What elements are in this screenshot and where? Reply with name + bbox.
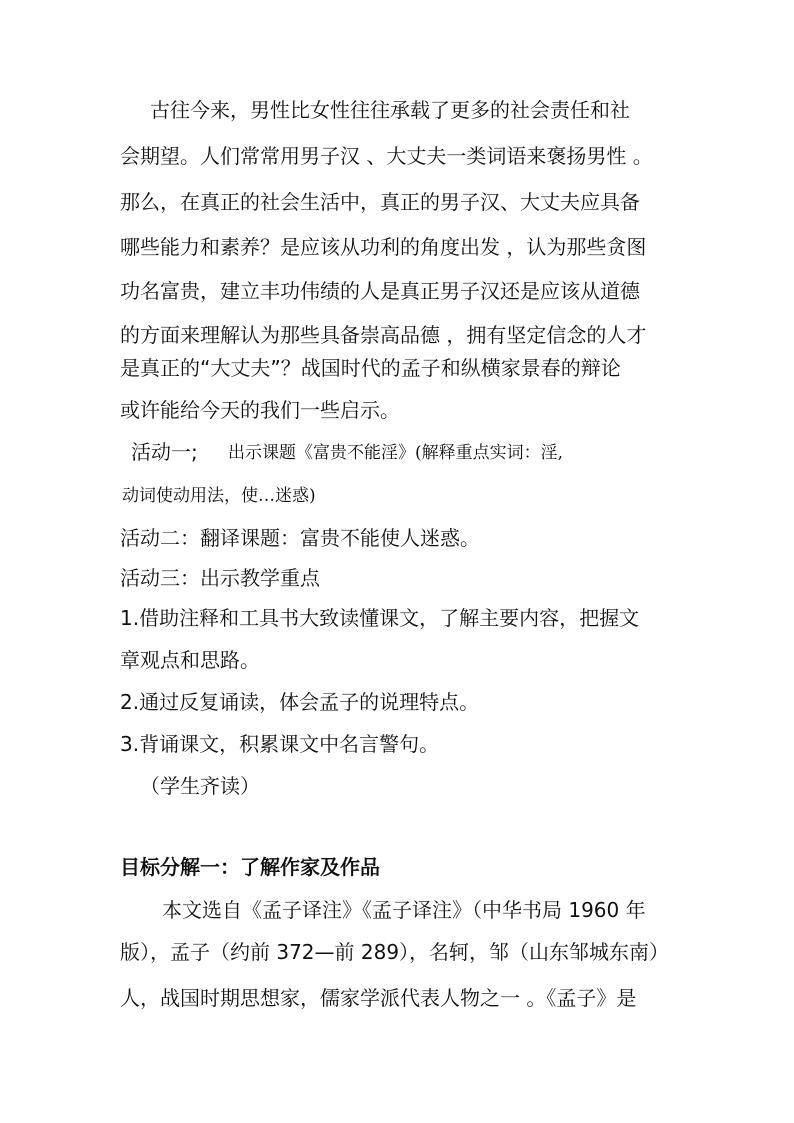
activity3: 活动三：出示教学重点: [120, 566, 320, 590]
key-point-2: 2.通过反复诵读，体会孟子的说理特点。: [120, 690, 480, 714]
activity1-text: 出示课题《富贵不能淫》(解释重点实词：淫,: [228, 443, 564, 463]
intro-line-3: 那么，在真正的社会生活中，真正的男子汉、大丈夫应具备: [120, 190, 640, 214]
reading-note: （学生齐读）: [140, 774, 260, 798]
intro-line-7: 是真正的“大丈夫”？战国时代的孟子和纵横家景春的辩论: [120, 356, 621, 380]
activity2: 活动二：翻译课题：富贵不能使人迷惑。: [120, 526, 480, 550]
key-point-3: 3.背诵课文，积累课文中名言警句。: [120, 732, 440, 756]
section-line-3: 人，战国时期思想家，儒家学派代表人物之一 。《孟子》是: [120, 986, 637, 1010]
key-point-1-cont: 章观点和思路。: [120, 648, 260, 672]
intro-line-5: 功名富贵，建立丰功伟绩的人是真正男子汉还是应该从道德: [120, 279, 640, 303]
activity1-label: 活动一;: [131, 440, 198, 464]
section-heading: 目标分解一：了解作家及作品: [120, 855, 380, 879]
intro-line-4: 哪些能力和素养？是应该从功利的角度出发 ，认为那些贪图: [120, 235, 647, 259]
activity1-cont: 动词使动用法，使…迷惑): [122, 486, 316, 506]
intro-line-1: 古往今来，男性比女性往往承载了更多的社会责任和社: [150, 98, 630, 122]
key-point-1: 1.借助注释和工具书大致读懂课文，了解主要内容，把握文: [120, 606, 640, 630]
intro-line-8: 或许能给今天的我们一些启示。: [120, 398, 400, 422]
intro-line-6: 的方面来理解认为那些具备崇高品德 ，拥有坚定信念的人才: [120, 323, 647, 347]
section-line-2: 版），孟子（约前 372—前 289），名轲，邹（山东邹城东南）: [120, 940, 670, 964]
section-line-1: 本文选自《孟子译注》《孟子译注》（中华书局 1960 年: [162, 898, 646, 922]
intro-line-2: 会期望。人们常常用男子汉 、大丈夫一类词语来褒扬男性 。: [120, 144, 653, 168]
